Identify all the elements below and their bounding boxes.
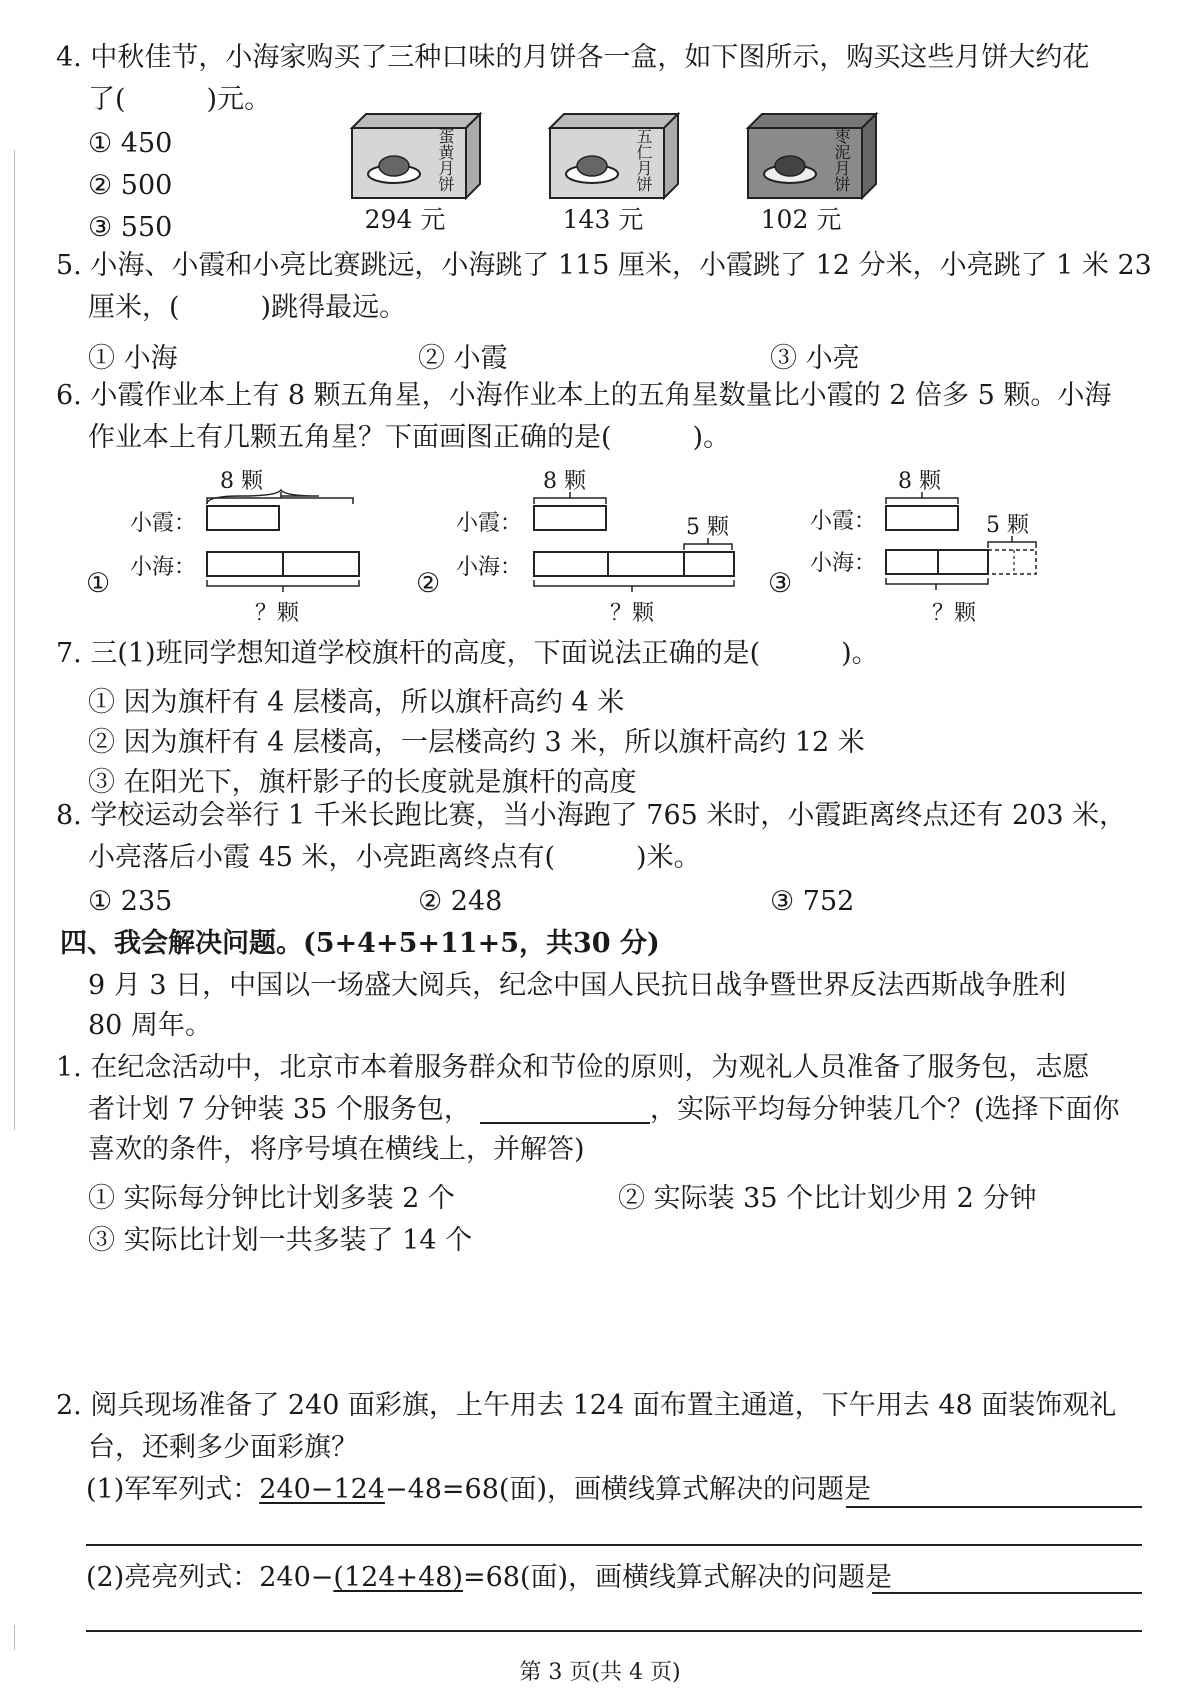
margin-rule [14, 150, 15, 1130]
p1-line2b: ，实际平均每分钟装几个？(选择下面你 [650, 1094, 1120, 1125]
p2-s2-prefix: (2)亮亮列式：240− [86, 1562, 334, 1593]
q4-option-1: ① 450 [88, 128, 173, 159]
p2-solution-2 [86, 1562, 892, 1594]
mooncake-box-icon [550, 114, 680, 200]
row-label-xiaohai: 小海： [130, 555, 197, 580]
q5-option-3: ③ 小亮 [770, 343, 860, 374]
q8-line2: 小亮落后小霞 45 米，小亮距离终点有( )米。 [88, 842, 701, 873]
margin-rule [14, 1625, 15, 1650]
mooncake-price: 294 元 [364, 205, 446, 234]
p1-line2a: 者计划 7 分钟装 35 个服务包， [88, 1094, 471, 1125]
q8-option-1: ① 235 [88, 886, 173, 917]
row-label-xiaoxia: 小霞： [810, 509, 877, 534]
p1-answer-blank[interactable] [480, 1122, 650, 1124]
top-label: 8 颗 [220, 469, 263, 494]
p2-line1: 2. 阅兵现场准备了 240 面彩旗，上午用去 124 面布置主通道，下午用去 48 面装饰观礼 [56, 1390, 1117, 1421]
q5-option-1: ① 小海 [88, 343, 178, 374]
p1-line3: 喜欢的条件，将序号填在横线上，并解答) [88, 1134, 585, 1165]
q7-option-1: ① 因为旗杆有 4 层楼高，所以旗杆高约 4 米 [88, 687, 625, 718]
extra-label: 5 颗 [686, 515, 729, 540]
p1-line1: 1. 在纪念活动中，北京市本着服务群众和节俭的原则，为观礼人员准备了服务包，志愿 [56, 1052, 1090, 1083]
p2-line2: 台，还剩多少面彩旗？ [88, 1432, 358, 1463]
p2-s2-answer-blank[interactable] [872, 1592, 1142, 1594]
p2-s2-underlined: (124+48) [333, 1562, 463, 1593]
top-label: 8 颗 [898, 469, 941, 494]
q7-option-2: ② 因为旗杆有 4 层楼高，一层楼高约 3 米，所以旗杆高约 12 米 [88, 727, 865, 758]
q5-option-2: ② 小霞 [418, 343, 508, 374]
p2-s1-answer-blank[interactable] [846, 1506, 1142, 1508]
mooncake-box-icon [352, 114, 482, 200]
p2-s1-answer-line[interactable] [86, 1544, 1142, 1546]
mooncake-box-icon [748, 114, 878, 200]
p1-option-3: ③ 实际比计划一共多装了 14 个 [88, 1225, 473, 1256]
q4-line2: 了( )元。 [88, 84, 272, 115]
p2-s2-rest: =68(面)，画横线算式解决的问题是 [463, 1562, 893, 1593]
mooncake-price: 102 元 [760, 205, 842, 234]
bottom-label: ？颗 [610, 601, 655, 626]
q6-diagram-option: ③ [768, 568, 793, 599]
row-label-xiaoxia: 小霞： [130, 511, 197, 536]
mooncake-price: 143 元 [562, 205, 644, 234]
q4-option-2: ② 500 [88, 170, 173, 201]
q4-line1: 4. 中秋佳节，小海家购买了三种口味的月饼各一盒，如下图所示，购买这些月饼大约花 [56, 42, 1090, 73]
q5-line2: 厘米，( )跳得最远。 [88, 292, 407, 323]
p2-s1-prefix: (1)军军列式： [86, 1474, 260, 1505]
q7-option-3: ③ 在阳光下，旗杆影子的长度就是旗杆的高度 [88, 767, 637, 798]
bottom-label: ？颗 [932, 601, 977, 626]
q6-line1: 6. 小霞作业本上有 8 颗五角星，小海作业本上的五角星数量比小霞的 2 倍多 5 颗。小海 [56, 380, 1112, 411]
p1-option-2: ② 实际装 35 个比计划少用 2 分钟 [618, 1183, 1037, 1214]
q6-line2: 作业本上有几颗五角星？下面画图正确的是( )。 [88, 422, 731, 453]
q8-line1: 8. 学校运动会举行 1 千米长跑比赛，当小海跑了 765 米时，小霞距离终点还有 203 米， [56, 800, 1127, 831]
q8-option-3: ③ 752 [770, 886, 855, 917]
q7-line1: 7. 三(1)班同学想知道学校旗杆的高度，下面说法正确的是( )。 [56, 638, 879, 669]
mooncake-box-label: 蛋黄月饼 [436, 128, 455, 192]
top-label: 8 颗 [543, 469, 586, 494]
row-label-xiaohai: 小海： [810, 551, 877, 576]
row-label-xiaoxia: 小霞： [456, 511, 523, 536]
p1-option-1: ① 实际每分钟比计划多装 2 个 [88, 1183, 455, 1214]
q4-option-3: ③ 550 [88, 212, 173, 243]
mooncake-box-label: 枣泥月饼 [832, 128, 851, 192]
section4-intro-2: 80 周年。 [88, 1010, 212, 1041]
extra-label: 5 颗 [986, 513, 1029, 538]
row-label-xiaohai: 小海： [456, 555, 523, 580]
q8-option-2: ② 248 [418, 886, 503, 917]
section4-intro-1: 9 月 3 日，中国以一场盛大阅兵，纪念中国人民抗日战争暨世界反法西斯战争胜利 [88, 970, 1067, 1001]
section4-title: 四、我会解决问题。(5+4+5+11+5，共30 分) [60, 928, 660, 959]
q6-diagram-option: ② [416, 568, 441, 599]
q5-line1: 5. 小海、小霞和小亮比赛跳远，小海跳了 115 厘米，小霞跳了 12 分米，小亮跳了 1 米 23 [56, 250, 1152, 281]
p2-s1-rest: −48=68(面)，画横线算式解决的问题是 [384, 1474, 871, 1505]
page-footer: 第 3 页(共 4 页) [519, 1660, 681, 1685]
p2-s2-answer-line[interactable] [86, 1630, 1142, 1632]
p2-s1-underlined: 240−124 [259, 1474, 385, 1505]
q6-diagram-option: ① [86, 568, 111, 599]
mooncake-box-label: 五仁月饼 [634, 128, 653, 192]
p2-solution-1 [86, 1474, 871, 1506]
bottom-label: ？颗 [255, 601, 300, 626]
